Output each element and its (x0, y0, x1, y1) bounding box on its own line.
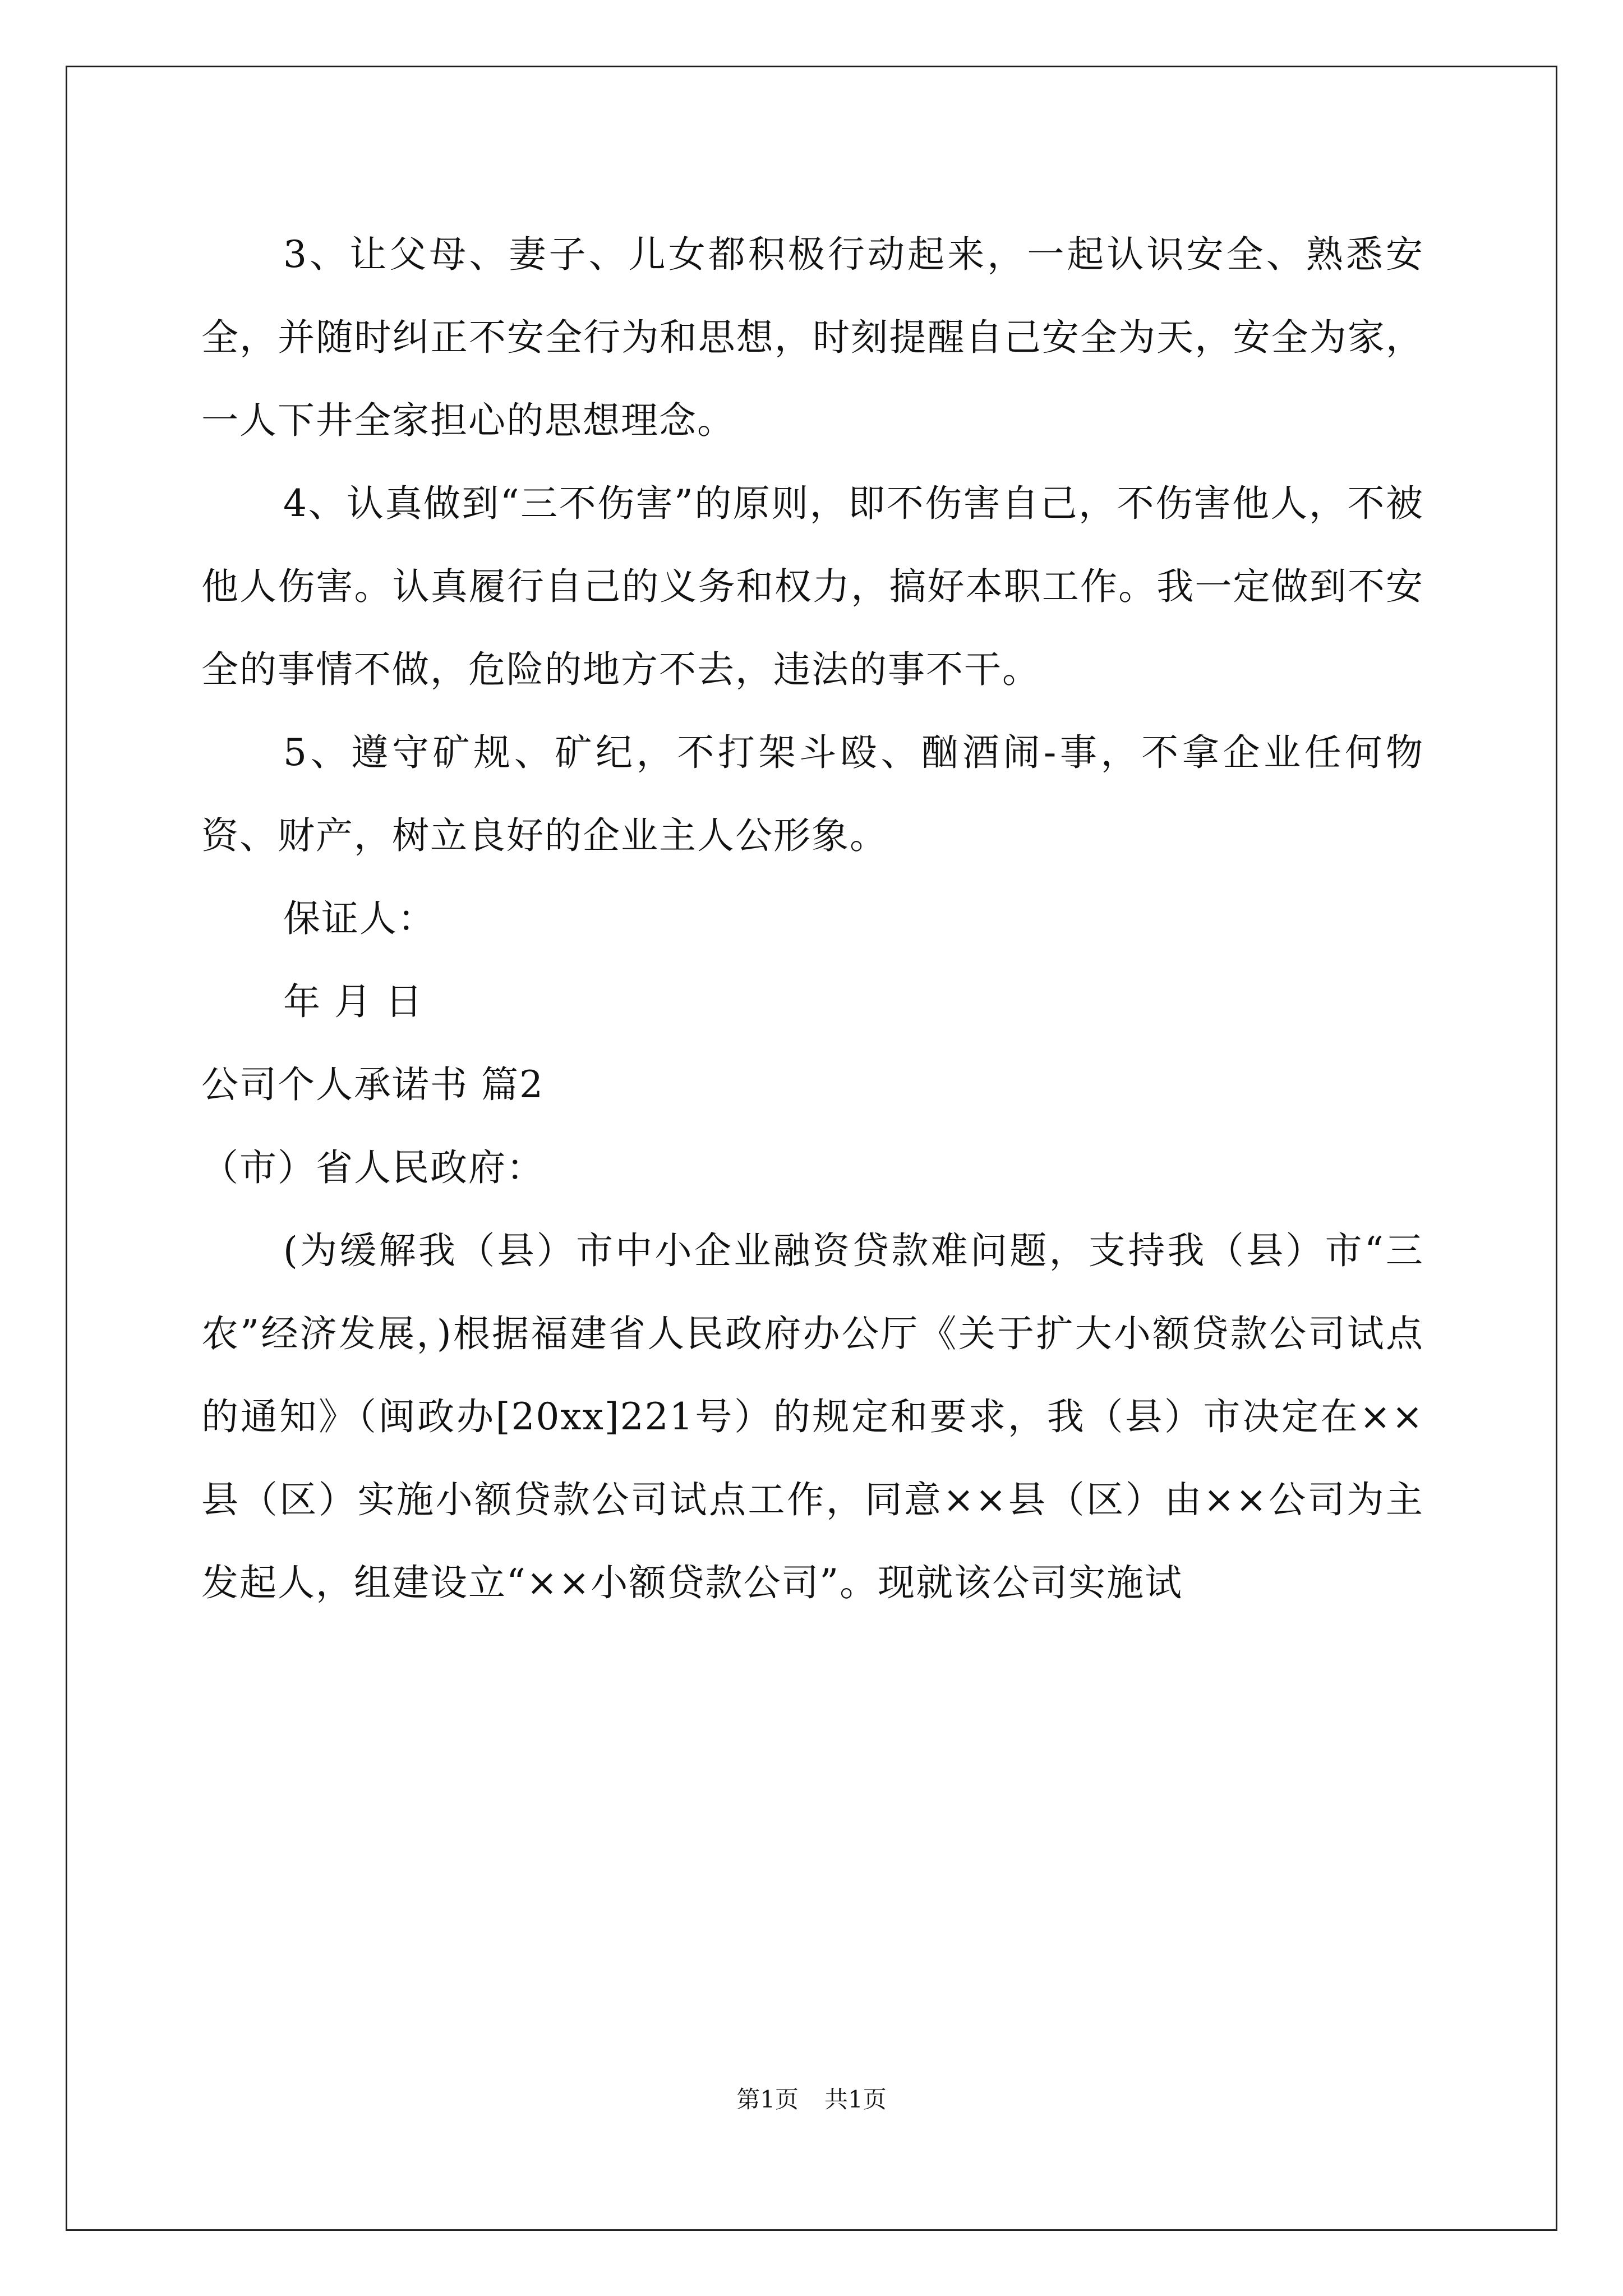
page-number: 第1页 (736, 2086, 799, 2113)
body-paragraph: (为缓解我（县）市中小企业融资贷款难问题，支持我（县）市“三农”经济发展，)根据福建省人民政府办公厅《关于扩大小额贷款公司试点的通知》（闽政办[20xx]221号）的规定和要求，我（县）市决定在××县（区）实施小额贷款公司试点工作，同意××县（区）由××公司为主发起人，组建设立“××小额贷款公司”。现就该公司实施试 (201, 1229, 1424, 1604)
paragraph-item-3: 3、让父母、妻子、儿女都积极行动起来，一起认识安全、熟悉安全，并随时纠正不安全行为和思想，时刻提醒自己安全为天，安全为家，一人下井全家担心的思想理念。 (201, 233, 1424, 442)
page-total: 共1页 (824, 2086, 887, 2113)
guarantor-label: 保证人： (283, 897, 436, 940)
page-footer (0, 2084, 1623, 2115)
paragraph-item-4: 4、认真做到“三不伤害”的原则，即不伤害自己，不伤害他人，不被他人伤害。认真履行自己的义务和权力，搞好本职工作。我一定做到不安全的事情不做，危险的地方不去，违法的事不干。 (201, 482, 1424, 691)
section-heading: 公司个人承诺书 篇2 (201, 1063, 544, 1106)
addressee-line: （市）省人民政府： (201, 1146, 545, 1189)
date-line: 年 月 日 (283, 980, 423, 1023)
document-body (201, 213, 1424, 1625)
paragraph-item-5: 5、遵守矿规、矿纪，不打架斗殴、酗酒闹-事，不拿企业任何物资、财产，树立良好的企业主人公形象。 (201, 731, 1424, 857)
